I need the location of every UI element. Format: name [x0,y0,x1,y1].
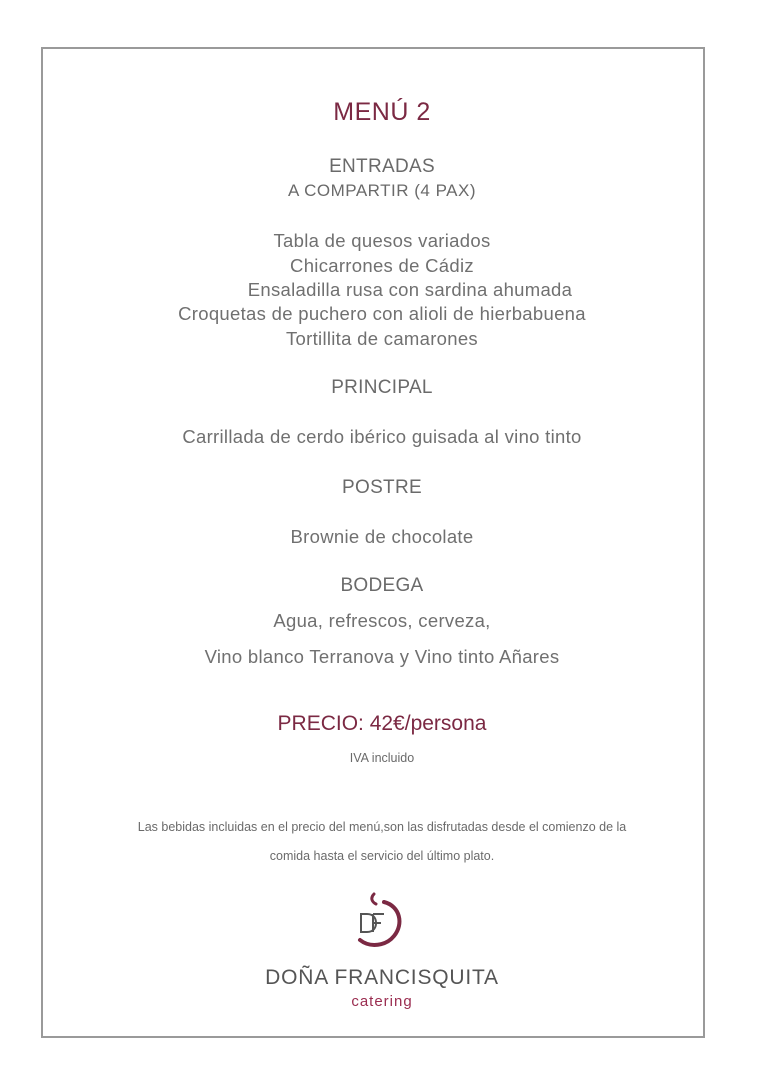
menu-item: Tabla de quesos variados [273,230,491,251]
menu-item: Chicarrones de Cádiz [290,255,474,276]
brand-name: DOÑA FRANCISQUITA [265,966,499,989]
drinks-note-line-2: comida hasta el servicio del último plato. [269,849,495,863]
price-label: PRECIO: 42€/persona [277,712,487,735]
menu-title: MENÚ 2 [333,98,431,126]
menu-item: Vino blanco Terranova y Vino tinto Añares [204,646,560,667]
menu-item: Brownie de chocolate [290,526,474,547]
menu-item: Ensaladilla rusa con sardina ahumada [247,279,573,300]
menu-item: Carrillada de cerdo ibérico guisada al vino tinto [182,426,582,447]
section-heading-entradas: ENTRADAS [329,156,435,177]
section-heading-bodega: BODEGA [340,575,424,596]
drinks-note-line-1: Las bebidas incluidas en el precio del menú,son las disfrutadas desde el comienzo de la [137,820,627,834]
section-heading-postre: POSTRE [342,477,422,498]
menu-item: Croquetas de puchero con alioli de hierbabuena [178,303,586,324]
brand-tagline: catering [351,993,413,1010]
section-heading-principal: PRINCIPAL [331,377,433,398]
menu-item: Agua, refrescos, cerveza, [273,610,491,631]
menu-item: Tortillita de camarones [286,328,478,349]
tax-note: IVA incluido [349,751,415,765]
entradas-subheading: A COMPARTIR (4 PAX) [287,181,477,200]
brand-logo-icon [346,892,406,952]
